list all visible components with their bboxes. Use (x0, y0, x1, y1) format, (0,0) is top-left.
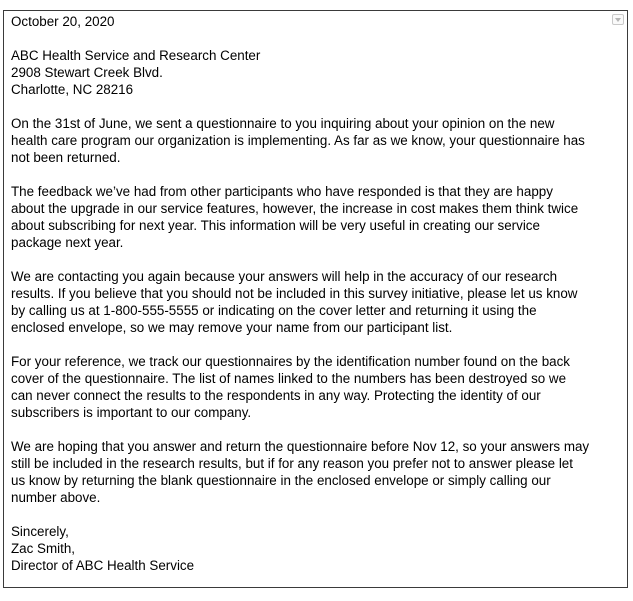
paragraph-line: not been returned. (11, 150, 121, 165)
recipient-address-block (11, 47, 619, 98)
paragraph-1 (11, 115, 619, 166)
signer-title: Director of ABC Health Service (11, 558, 195, 573)
paragraph-line: package next year. (11, 235, 124, 250)
paragraph-line: We are contacting you again because your answers will help in the accuracy of our research (11, 269, 558, 284)
paragraph-line: number above. (11, 490, 101, 505)
paragraph-3 (11, 268, 619, 336)
paragraph-line: subscribers is important to our company. (11, 405, 252, 420)
paragraph-line: by calling us at 1-800-555-5555 or indicating on the cover letter and returning it using the (11, 303, 537, 318)
signature-block (11, 523, 619, 574)
paragraph-line: about the upgrade in our service features, however, the increase in cost makes them think twice (11, 201, 579, 216)
paragraph-line: For your reference, we track our questionnaires by the identification number found on the back (11, 354, 571, 369)
document-frame[interactable] (3, 10, 628, 588)
paragraph-line: On the 31st of June, we sent a questionnaire to you inquiring about your opinion on the new (11, 116, 555, 131)
closing-salutation: Sincerely, (11, 524, 69, 539)
paragraph-line: We are hoping that you answer and return the questionnaire before Nov 12, so your answers may (11, 439, 590, 454)
paragraph-line: can never connect the results to the respondents in any way. Protecting the identity of our (11, 388, 541, 403)
paragraph-4 (11, 353, 619, 421)
paragraph-2 (11, 183, 619, 251)
paragraph-line: results. If you believe that you should not be included in this survey initiative, please let us know (11, 286, 578, 301)
paragraph-line: us know by returning the blank questionnaire in the enclosed envelope or simply calling our (11, 473, 551, 488)
paragraph-line: health care program our organization is implementing. As far as we know, your questionnaire has (11, 133, 585, 148)
recipient-city-state-zip: Charlotte, NC 28216 (11, 82, 134, 97)
letter-date: October 20, 2020 (11, 14, 115, 29)
recipient-street: 2908 Stewart Creek Blvd. (11, 65, 163, 80)
paragraph-5 (11, 438, 619, 506)
signer-name: Zac Smith, (11, 541, 75, 556)
paragraph-line: still be included in the research results, but if for any reason you prefer not to answer please let (11, 456, 573, 471)
paragraph-line: cover of the questionnaire. The list of names linked to the numbers has been destroyed so we (11, 371, 567, 386)
paragraph-line: The feedback we’ve had from other participants who have responded is that they are happy (11, 184, 553, 199)
paragraph-line: enclosed envelope, so we may remove your name from our participant list. (11, 320, 453, 335)
letter-date-block (11, 13, 619, 30)
recipient-name: ABC Health Service and Research Center (11, 48, 261, 63)
paragraph-line: about subscribing for next year. This information will be very useful in creating our service (11, 218, 540, 233)
letter-body (11, 13, 619, 574)
